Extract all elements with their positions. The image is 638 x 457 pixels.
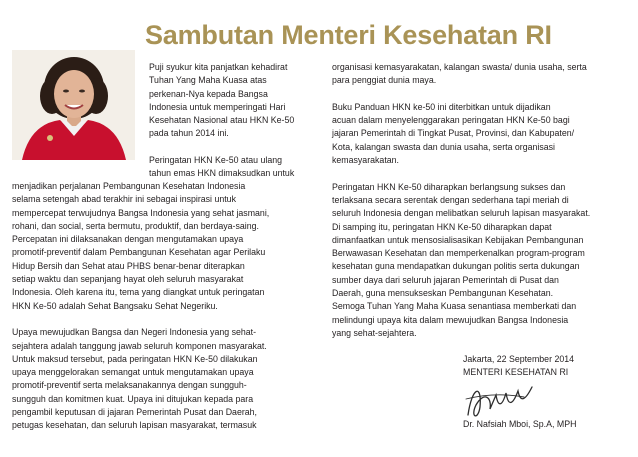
text-line: perkenan-Nya kepada Bangsa <box>149 88 268 99</box>
page-title: Sambutan Menteri Kesehatan RI <box>145 20 552 50</box>
signatory-position: MENTERI KESEHATAN RI <box>463 367 569 378</box>
right-column-text <box>332 61 590 340</box>
text-line: HKN Ke-50 adalah Sehat Bangsaku Sehat Negeriku. <box>12 300 218 311</box>
text-line: Semoga Tuhan Yang Maha Kuasa senantiasa memberkati dan <box>332 301 577 312</box>
text-line <box>332 88 590 101</box>
text-line: dimanfaatkan untuk mensosialisasikan Kebijakan Pembangunan <box>332 234 584 245</box>
text-line: pada tahun 2014 ini. <box>149 128 229 139</box>
text-line: kesehatan guna mendapatkan dukungan politis serta dukungan <box>332 261 580 272</box>
text-line: organisasi kemasyarakatan, kalangan swasta/ dunia usaha, serta <box>332 62 587 72</box>
text-line: Peringatan HKN Ke-50 diharapkan berlangsung sukses dan <box>332 181 566 192</box>
text-line: acuan dalam menyelenggarakan peringatan HKN Ke-50 bagi <box>332 115 570 126</box>
text-line: Daerah, guna mensukseskan Pembangunan Kesehatan. <box>332 288 554 299</box>
text-line: seluruh Indonesia dengan melibatkan seluruh lapisan masyarakat. <box>332 208 591 219</box>
text-line: setiap waktu dan sepanjang hayat oleh seluruh masyarakat <box>12 274 244 285</box>
signatory-name: Dr. Nafsiah Mboi, Sp.A, MPH <box>463 419 577 429</box>
text-line: Di samping itu, peringatan HKN Ke-50 diharapkan dapat <box>332 221 552 232</box>
text-line: promotif-preventif serta melaksanakannya dengan sungguh- <box>12 380 247 391</box>
place-date: Jakarta, 22 September 2014 <box>463 354 575 364</box>
text-line: para penggiat dunia maya. <box>332 75 437 86</box>
text-line: upaya menggelorakan semangat untuk mengutamakan upaya <box>12 367 254 378</box>
text-line: Kota, kalangan swasta dan dunia usaha, serta organisasi <box>332 141 556 152</box>
text-line: yang sehat-sejahtera. <box>332 327 417 338</box>
text-line: Upaya mewujudkan Bangsa dan Negeri Indonesia yang sehat- <box>12 327 257 338</box>
text-line: sejahtera adalah tanggung jawab seluruh komponen masyarakat. <box>12 340 267 351</box>
text-line: tahun emas HKN dimaksudkan untuk <box>149 168 295 179</box>
text-line: Kesehatan Nasional atau HKN Ke-50 <box>149 115 295 126</box>
text-line: kemasyarakatan. <box>332 155 399 166</box>
intro-paragraph <box>149 61 294 181</box>
text-line: Indonesia untuk memperingati Hari <box>149 101 286 112</box>
text-line: melindungi upaya kita dalam mewujudkan Bangsa Indonesia <box>332 314 569 325</box>
text-line: Puji syukur kita panjatkan kehadirat <box>149 62 288 72</box>
text-line: mempercepat terwujudnya Bangsa Indonesia yang sehat jasmani, <box>12 207 270 218</box>
text-line: Untuk maksud tersebut, pada peringatan HKN Ke-50 dilakukan <box>12 353 258 364</box>
signoff-block <box>463 353 574 380</box>
text-line: rohani, dan social, serta bermutu, produktif, dan berdaya-saing. <box>12 220 259 231</box>
text-line: Peringatan HKN Ke-50 atau ulang <box>149 155 283 166</box>
text-line: Indonesia. Oleh karena itu, tema yang diangkat untuk peringatan <box>12 287 265 298</box>
text-line: sungguh dan komitmen kuat. Upaya ini ditujukan kepada para <box>12 393 254 404</box>
text-line: terlaksana secara serentak dengan sederhana tapi meriah di <box>332 194 569 205</box>
text-line: Percepatan ini dilaksanakan dengan mengutamakan upaya <box>12 234 244 245</box>
text-line: petugas kesehatan, dan seluruh lapisan masyarakat, termasuk <box>12 420 257 431</box>
text-line: Hidup Bersih dan Sehat atau PHBS benar-benar diterapkan <box>12 260 245 271</box>
text-line <box>12 313 269 326</box>
text-line: Berwawasan Kesehatan dan memperkenalkan program-program <box>332 248 585 259</box>
text-line: pengambil keputusan di jajaran Pemerintah Pusat dan Daerah, <box>12 407 258 418</box>
text-line: promotif-preventif dalam Pembangunan Kesehatan agar Perilaku <box>12 247 266 258</box>
text-line <box>149 141 294 154</box>
text-line: jajaran Pemerintah di Tingkat Pusat, Provinsi, dan Kabupaten/ <box>332 128 575 139</box>
left-column-text <box>12 180 269 433</box>
text-line <box>332 167 590 180</box>
text-line: menjadikan perjalanan Pembangunan Kesehatan Indonesia <box>12 181 246 191</box>
text-line: selama setengah abad terakhir ini sebagai inspirasi untuk <box>12 194 236 205</box>
text-line: Buku Panduan HKN ke-50 ini diterbitkan untuk dijadikan <box>332 101 551 112</box>
text-line: sumber daya dari seluruh jajaran Pemerintah di Pusat dan <box>332 274 559 285</box>
text-line: Tuhan Yang Maha Kuasa atas <box>149 75 267 86</box>
minister-portrait <box>12 50 135 160</box>
